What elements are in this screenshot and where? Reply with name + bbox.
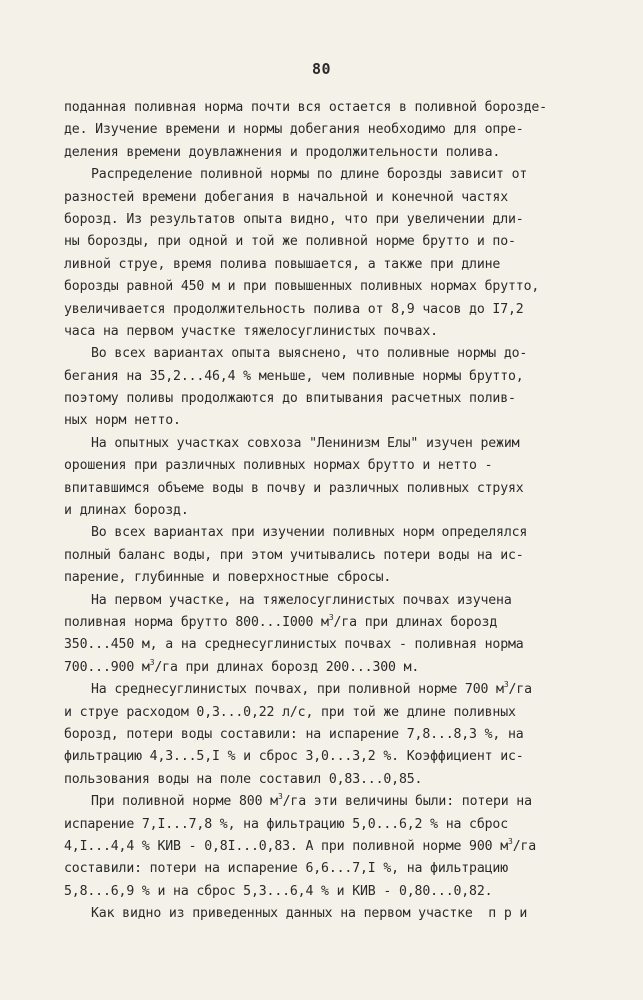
text-line: парение, глубинные и поверхностные сбросы. xyxy=(64,570,392,586)
text-line: де. Изучение времени и нормы добегания необходимо для опре- xyxy=(64,122,524,138)
text-line: На опытных участках совхоза "Ленинизм Елы" изучен режим xyxy=(91,435,520,451)
text-line: 350...450 м, а на среднесуглинистых почвах - поливная норма xyxy=(64,637,524,653)
text-line: орошения при различных поливных нормах брутто и нетто - xyxy=(64,458,493,474)
text-line: бегания на 35,2...46,4 % меньше, чем поливные нормы брутто, xyxy=(64,368,524,384)
text-line: На первом участке, на тяжелосуглинистых почвах изучена xyxy=(91,592,512,608)
text-line: испарение 7,I...7,8 %, на фильтрацию 5,0...6,2 % на сброс xyxy=(64,816,509,832)
text-line: борозды равной 450 м и при повышенных поливных нормах брутто, xyxy=(64,279,540,295)
text-line: поливная норма брутто 800...I000 $м^3/га$ при длинах борозд xyxy=(64,612,498,630)
body-text xyxy=(64,97,604,925)
text-line: полный баланс воды, при этом учитывались потери воды на ис- xyxy=(64,547,524,563)
text-line: На среднесуглинистых почвах, при поливной норме 700 $м^3/га$ xyxy=(91,680,532,698)
text-line: деления времени доувлажнения и продолжительности полива. xyxy=(64,144,501,160)
text-line: поданная поливная норма почти вся остается в поливной борозде- xyxy=(64,100,547,115)
text-line: и струе расходом 0,3...0,22 л/с, при той же длине поливных xyxy=(64,704,516,720)
text-line: ных норм нетто. xyxy=(64,413,181,429)
superscript: 3 xyxy=(328,612,334,622)
text-line: увеличивается продолжительность полива от 8,9 часов до I7,2 xyxy=(64,301,524,317)
text-line: 5,8...6,9 % и на сброс 5,3...6,4 % и КИВ - 0,80...0,82. xyxy=(64,883,493,899)
text-line: 700...900 $м^3/га$ при длинах борозд 200...300 м. xyxy=(64,657,420,675)
text-line: борозд. Из результатов опыта видно, что при увеличении дли- xyxy=(64,211,524,227)
text-line: ны борозды, при одной и той же поливной норме брутто и по- xyxy=(64,234,516,250)
text-line: впитавшимся объеме воды в почву и различных поливных струях xyxy=(64,480,524,496)
superscript: 3 xyxy=(149,657,155,667)
text-line: ливной струе, время полива повышается, а также при длине xyxy=(64,256,501,272)
superscript: 3 xyxy=(277,792,283,802)
text-line: составили: потери на испарение 6,6...7,I %, на фильтрацию xyxy=(64,861,509,877)
page-number: 80 xyxy=(311,60,332,78)
text-line: борозд, потери воды составили: на испарение 7,8...8,3 %, на xyxy=(64,726,524,742)
text-line: пользования воды на поле составил 0,83...0,85. xyxy=(64,771,423,787)
text-line: 4,I...4,4 % КИВ - 0,8I...0,83. А при поливной норме 900 $м^3/га$ xyxy=(64,836,537,854)
text-line: часа на первом участке тяжелосуглинистых почвах. xyxy=(64,323,438,339)
superscript: 3 xyxy=(503,680,509,690)
text-line: разностей времени добегания в начальной и конечной частях xyxy=(64,189,509,205)
text-line: При поливной норме 800 $м^3/га$ эти величины были: потери на xyxy=(91,792,532,810)
text-line: Как видно из приведенных данных на первом участке п р и xyxy=(91,906,528,922)
text-line: Во всех вариантах при изучении поливных норм определялся xyxy=(91,525,528,541)
superscript: 3 xyxy=(508,836,513,846)
text-line: фильтрацию 4,3...5,I % и сброс 3,0...3,2 %. Коэффициент ис- xyxy=(64,749,524,765)
text-line: и длинах борозд. xyxy=(64,503,189,519)
text-line: Во всех вариантах опыта выяснено, что поливные нормы до- xyxy=(91,346,528,362)
text-line: поэтому поливы продолжаются до впитывания расчетных полив- xyxy=(64,391,516,407)
text-line: Распределение поливной нормы по длине борозды зависит от xyxy=(91,167,528,183)
